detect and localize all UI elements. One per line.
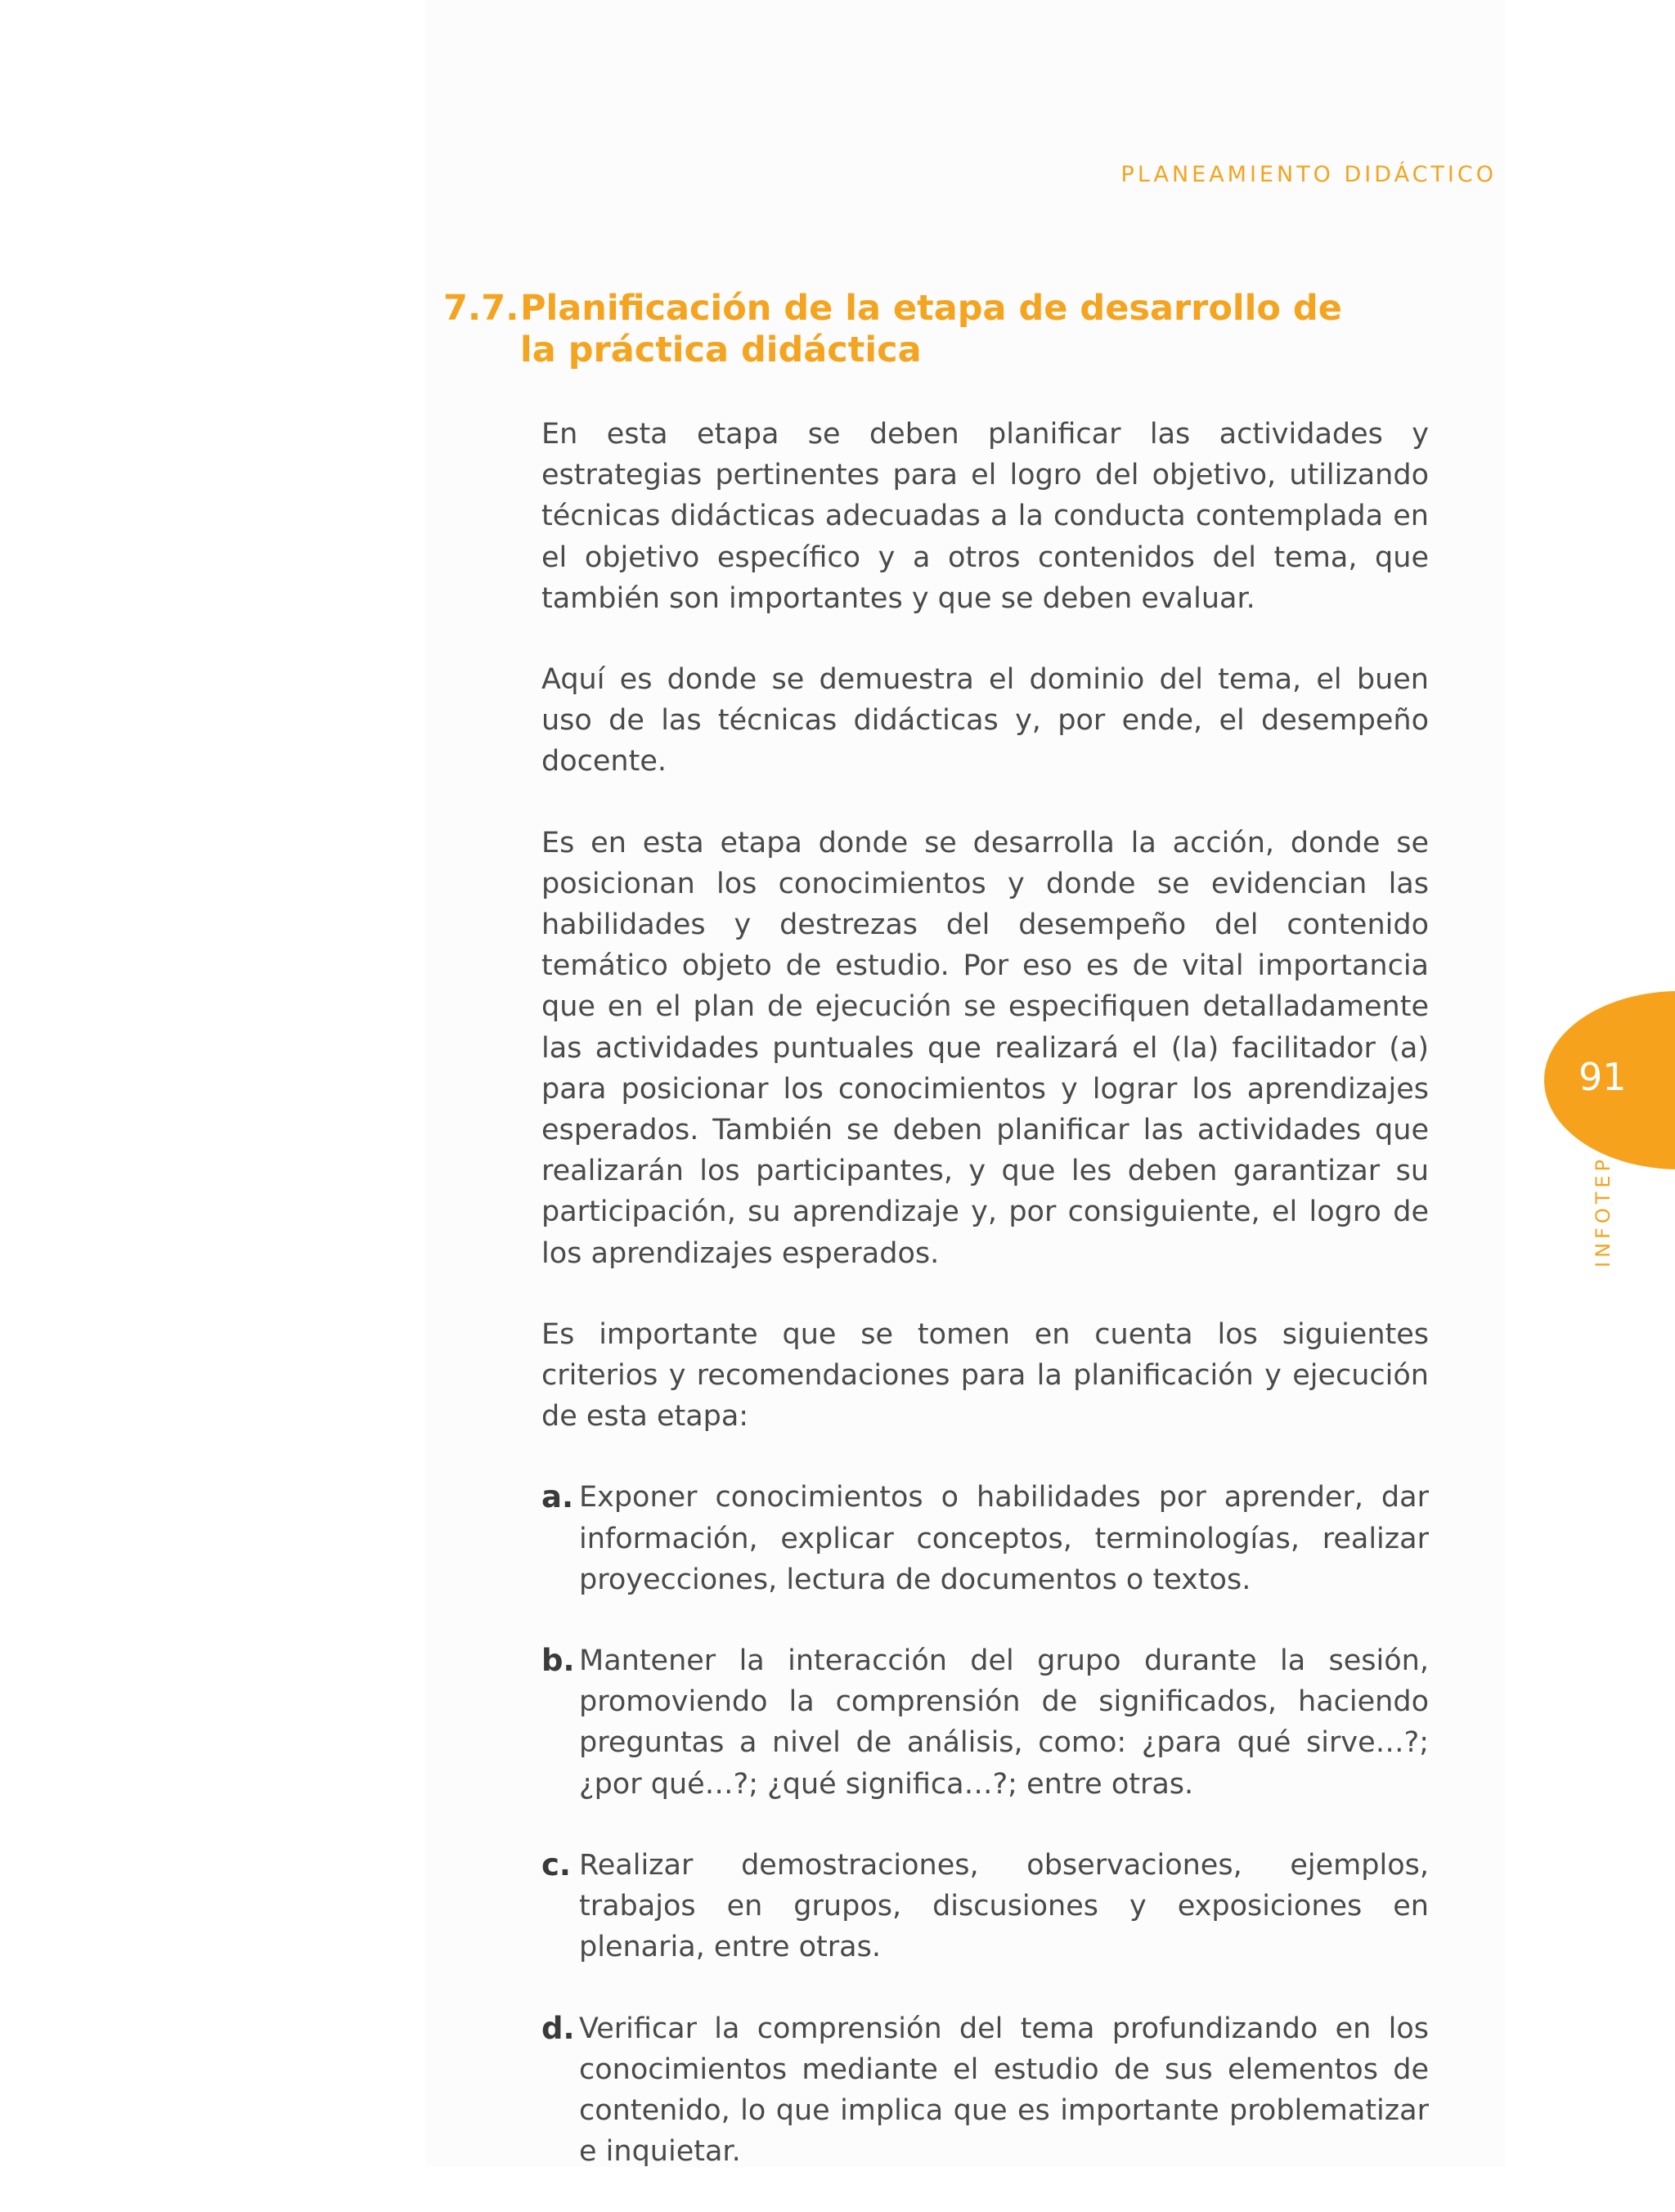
list-item <box>541 1845 1429 1968</box>
paragraph: Es en esta etapa donde se desarrolla la acción, donde se posicionan los conocimientos y donde se evidencian las habilidades y destrezas del desempeño del contenido temático objeto de estudio. Por eso es de vital importancia que en el plan de ejecución se especifiquen detalladamente las actividades puntuales que realizará el (la) facilitador (a) para posicionar los conocimientos y lograr los aprendizajes esperados. También se deben planificar las actividades que realizarán los participantes, y que les deben garantizar su participación, su aprendizaje y, por consiguiente, el logro de los aprendizajes esperados. <box>541 826 1429 1270</box>
side-label <box>1592 1155 1624 1268</box>
list-item-text: Realizar demostraciones, observaciones, ejemplos, trabajos en grupos, discusiones y exposiciones en plenaria, entre otras. <box>579 1848 1429 1964</box>
list-item-text: Mantener la interacción del grupo durante la sesión, promoviendo la comprensión de significados, haciendo preguntas a nivel de análisis, como: ¿para qué sirve…?; ¿por qué…?; ¿qué significa…?; entre otras. <box>579 1644 1429 1801</box>
paragraph: En esta etapa se deben planificar las actividades y estrategias pertinentes para el logro del objetivo, utilizando técnicas didácticas adecuadas a la conducta contemplada en el objetivo específico y a otros contenidos del tema, que también son importantes y que se deben evaluar. <box>541 418 1429 615</box>
list-marker: b. <box>541 1643 575 1679</box>
criteria-list <box>541 1477 1429 2172</box>
list-item <box>541 2008 1429 2173</box>
paragraph: Aquí es donde se demuestra el dominio del tema, el buen uso de las técnicas didácticas y, por ende, el desempeño docente. <box>541 663 1429 778</box>
list-item-text: Verificar la comprensión del tema profundizando en los conocimientos mediante el estudio de sus elementos de contenido, lo que implica que es importante problematizar e inquietar. <box>579 2012 1429 2169</box>
list-item <box>541 1640 1429 1805</box>
page-number: 91 <box>1578 1055 1627 1099</box>
list-item <box>541 1477 1429 1600</box>
section-number: 7.7. <box>443 288 519 329</box>
list-marker: c. <box>541 1846 571 1882</box>
list-marker: d. <box>541 2010 575 2046</box>
running-header: PLANEAMIENTO DIDÁCTICO <box>1120 162 1497 187</box>
paragraph: Es importante que se tomen en cuenta los siguientes criterios y recomendaciones para la planificación y ejecución de esta etapa: <box>541 1317 1429 1434</box>
section-title: Planificación de la etapa de desarrollo de la práctica didáctica <box>520 288 1342 370</box>
list-item-text: Exponer conocimientos o habilidades por aprender, dar información, explicar conceptos, terminologías, realizar proyecciones, lectura de documentos o textos. <box>579 1481 1429 1596</box>
side-label-text: INFOTEP <box>1592 1155 1614 1268</box>
list-marker: a. <box>541 1479 574 1515</box>
body-text <box>541 414 1429 2212</box>
section-heading <box>443 288 1425 371</box>
